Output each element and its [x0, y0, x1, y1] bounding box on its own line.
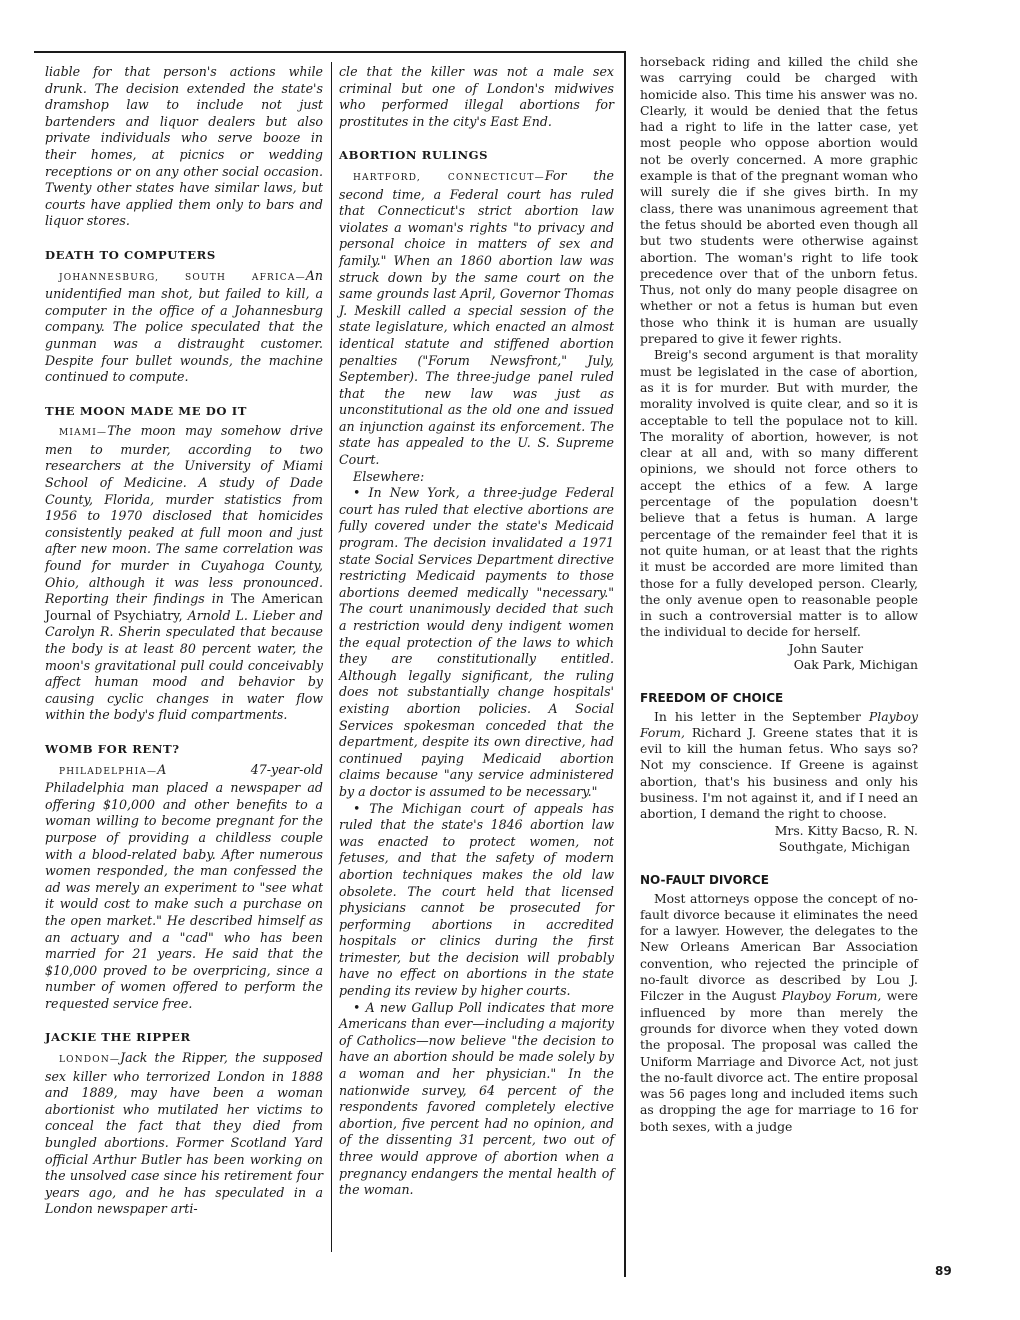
letter-signature — [640, 641, 918, 674]
signature-place: Oak Park, Michigan — [793, 656, 918, 672]
column-2 — [339, 64, 614, 1199]
bullet-paragraph: • The Michigan court of appeals has ruled that the state's 1846 abortion law was enacted to protect women, not fetuses, and that the safety of modern abortion techniques makes the old law obsolete. The court held that licensed physicians cannot be prosecuted for performing abortions in accredited hospitals or clinics during the first trimester, but the decision will probably have no effect on abortions in the state pending its review by higher courts. — [339, 800, 614, 999]
section-heading: THE MOON MADE ME DO IT — [45, 403, 248, 418]
dateline: MIAMI— — [59, 428, 108, 439]
dateline: PHILADELPHIA— — [59, 766, 158, 777]
paragraph: Elsewhere: — [353, 468, 425, 484]
section-heading: NO-FAULT DIVORCE — [640, 873, 769, 888]
signature-place: Southgate, Michigan — [778, 838, 910, 854]
section-heading: FREEDOM OF CHOICE — [640, 691, 784, 706]
signature-name: John Sauter — [788, 640, 863, 656]
column-1 — [45, 64, 323, 1218]
top-rule — [34, 51, 624, 53]
paragraph: HARTFORD, CONNECTICUT—For the second time, a Federal court has ruled that Connecticut's strict abortion law violates a woman's rights "to privacy and personal choice in matters of sex and family." When an 1860 abortion law was struck down by the same court on the same grounds last April, Governor Thomas J. Meskill called a special session of the state legislature, which enacted an almost identical statute and stiffened abortion penalties ("Forum Newsfront," July, September). The three-judge panel ruled that the new law was just as unconstitutional as the old one and issued an injunction against its enforcement. The state has appealed to the U. S. Supreme Court. — [339, 167, 615, 468]
section-heading: JACKIE THE RIPPER — [45, 1030, 191, 1045]
section-heading: WOMB FOR RENT? — [45, 741, 180, 756]
signature-name: Mrs. Kitty Bacso, R. N. — [774, 822, 918, 838]
column-divider-left — [331, 62, 332, 1252]
paragraph: MIAMI—The moon may somehow drive men to murder, according to two researchers at the University of Miami School of Medicine. A study of Dade County, Florida, murder statistics from 1956 to 1970 disclosed that homicides consistently peaked at full moon and just after new moon. The same correlation was found for murder in Cuyahoga County, Ohio, although it was less pronounced. Reporting their findings in The American Journal of Psychiatry, Arnold L. Lieber and Carolyn R. Sherin speculated that because the body is at least 80 percent water, the moon's gravitational pull could conceivably affect human mood and behavior by causing cyclic changes in water flow within the body's fluid compartments. — [45, 423, 323, 723]
paragraph: PHILADELPHIA—A 47-year-old Philadelphia man placed a newspaper ad offering $10,000 and other benefits to a woman willing to become pregnant for the purpose of providing a childless couple with a blood-related baby. After numerous women responded, the man confessed the ad was merely an experiment to "see what it would cost to make such a purchase on the open market." He described himself as an actuary and a "cad" who has been married for 21 years. He said that the $10,000 proved to be overpricing, since a number of women offered to perform the requested service free. — [45, 761, 323, 1011]
paragraph: Breig's second argument is that morality must be legislated in the case of abortion, as it is for murder. But with murder, the morality involved is quite clear, and so it is acceptable to tell the populace not to kill. The morality of abortion, however, is not clear at all and, with so many different opinions, we should not force others to accept the ethics of a few. A large percentage of the population doesn't believe that a fetus is human. A large percentage of the remainder feel that it is not quite human, or at least that the rights it must be accorded are more limited than those for a fully developed person. Clearly, the only avenue open to reasonable people in such a controversial matter is to allow the individual to decide for herself. — [640, 347, 918, 640]
bullet-paragraph: • In New York, a three-judge Federal court has ruled that elective abortions are fully covered under the state's Medicaid program. The decision invalidated a 1971 state Social Services Department directive restricting Medicaid payments to those abortions deemed medically "necessary." The court unanimously decided that such a restriction would deny indigent women the equal protection of the laws to which they are constitutionally entitled. Although legally significant, the ruling does not substantially change hospitals' existing abortion policies. A Social Services spokesman conceded that the department, despite its own directive, had continued paying Medicaid abortion claims because "any service administered by a doctor is assumed to be necessary." — [339, 485, 614, 799]
paragraph: LONDON—Jack the Ripper, the supposed sex killer who terrorized London in 1888 and 1889, may have been a woman abortionist who mutilated her victims to conceal the fact that they died from bungled abortions. Former Scotland Yard official Arthur Butler has been working on the unsolved case since his retirement four years ago, and he has speculated in a London newspaper arti- — [45, 1050, 323, 1217]
letter-signature — [640, 823, 918, 856]
magazine-title: Playboy Forum, — [640, 708, 918, 740]
magazine-title: Playboy Forum, — [781, 988, 882, 1004]
page-number: 89 — [935, 1264, 952, 1278]
section-heading: ABORTION RULINGS — [339, 148, 489, 163]
paragraph: horseback riding and killed the child she was carrying could be charged with homicide also. This time his answer was no. Clearly, it would be denied that the fetus had a right to life in the latter case, yet most people who oppose abortion would not be overly concerned. A more graphic example is that of the pregnant woman who will surely die if she gives birth. In my class, there was unanimous agreement that the fetus should be aborted even though all but two students were otherwise against abortion. The woman's right to life took precedence over that of the unborn fetus. Thus, not only do many people disagree on whether or not a fetus is human but even those who think it is human are usually prepared to give it fewer rights. — [640, 54, 918, 347]
dateline: HARTFORD, CONNECTICUT— — [353, 172, 545, 183]
section-heading: DEATH TO COMPUTERS — [45, 247, 216, 262]
column-3 — [640, 54, 918, 1135]
dateline: JOHANNESBURG, SOUTH AFRICA— — [59, 272, 306, 283]
paragraph: JOHANNESBURG, SOUTH AFRICA—An unidentified man shot, but failed to kill, a computer in the office of a Johannesburg company. The police speculated that the gunman was a distraught customer. Despite four bullet wounds, the machine continued to compute. — [45, 267, 323, 385]
dateline: LONDON— — [59, 1055, 121, 1066]
column-divider-right — [624, 51, 626, 1277]
paragraph: liable for that person's actions while drunk. The decision extended the state's dramshop law to include not just bartenders and liquor dealers but also private individuals who serve booze in their homes, at picnics or wedding receptions or on any other social occasion. Twenty other states have similar laws, but courts have applied them only to bars and liquor stores. — [45, 64, 323, 229]
paragraph: In his letter in the September Playboy Forum, Richard J. Greene states that it is evil to kill the human fetus. Who says so? Not my conscience. If Greene is against abortion, that's his business and only his business. I'm not against it, and if I need an abortion, I demand the right to choose. — [640, 708, 918, 822]
paragraph: Most attorneys oppose the concept of no-fault divorce because it eliminates the need for a lawyer. However, the delegates to the New Orleans American Bar Association convention, who rejected the principle of no-fault divorce as described by Lou J. Filczer in the August Playboy Forum, were influenced by more than merely the grounds for divorce when they voted down the proposal. The proposal was called the Uniform Marriage and Divorce Act, not just the no-fault divorce act. The entire proposal was 56 pages long and included items such as dropping the age for marriage to 16 for both sexes, with a judge — [640, 890, 918, 1134]
bullet-paragraph: • A new Gallup Poll indicates that more Americans than ever—including a majority of Catholics—now believe "the decision to have an abortion should be made solely by a woman and her physician." In the nationwide survey, 64 percent of the respondents favored completely elective abortion, five percent had no opinion, and of the dissenting 31 percent, two out of three would approve of abortion when a pregnancy endangers the mental health of the woman. — [339, 999, 614, 1198]
paragraph: cle that the killer was not a male sex criminal but one of London's midwives who performed illegal abortions for prostitutes in the city's East End. — [339, 64, 614, 129]
journal-title: The American Journal of Psychiatry, — [45, 591, 323, 623]
